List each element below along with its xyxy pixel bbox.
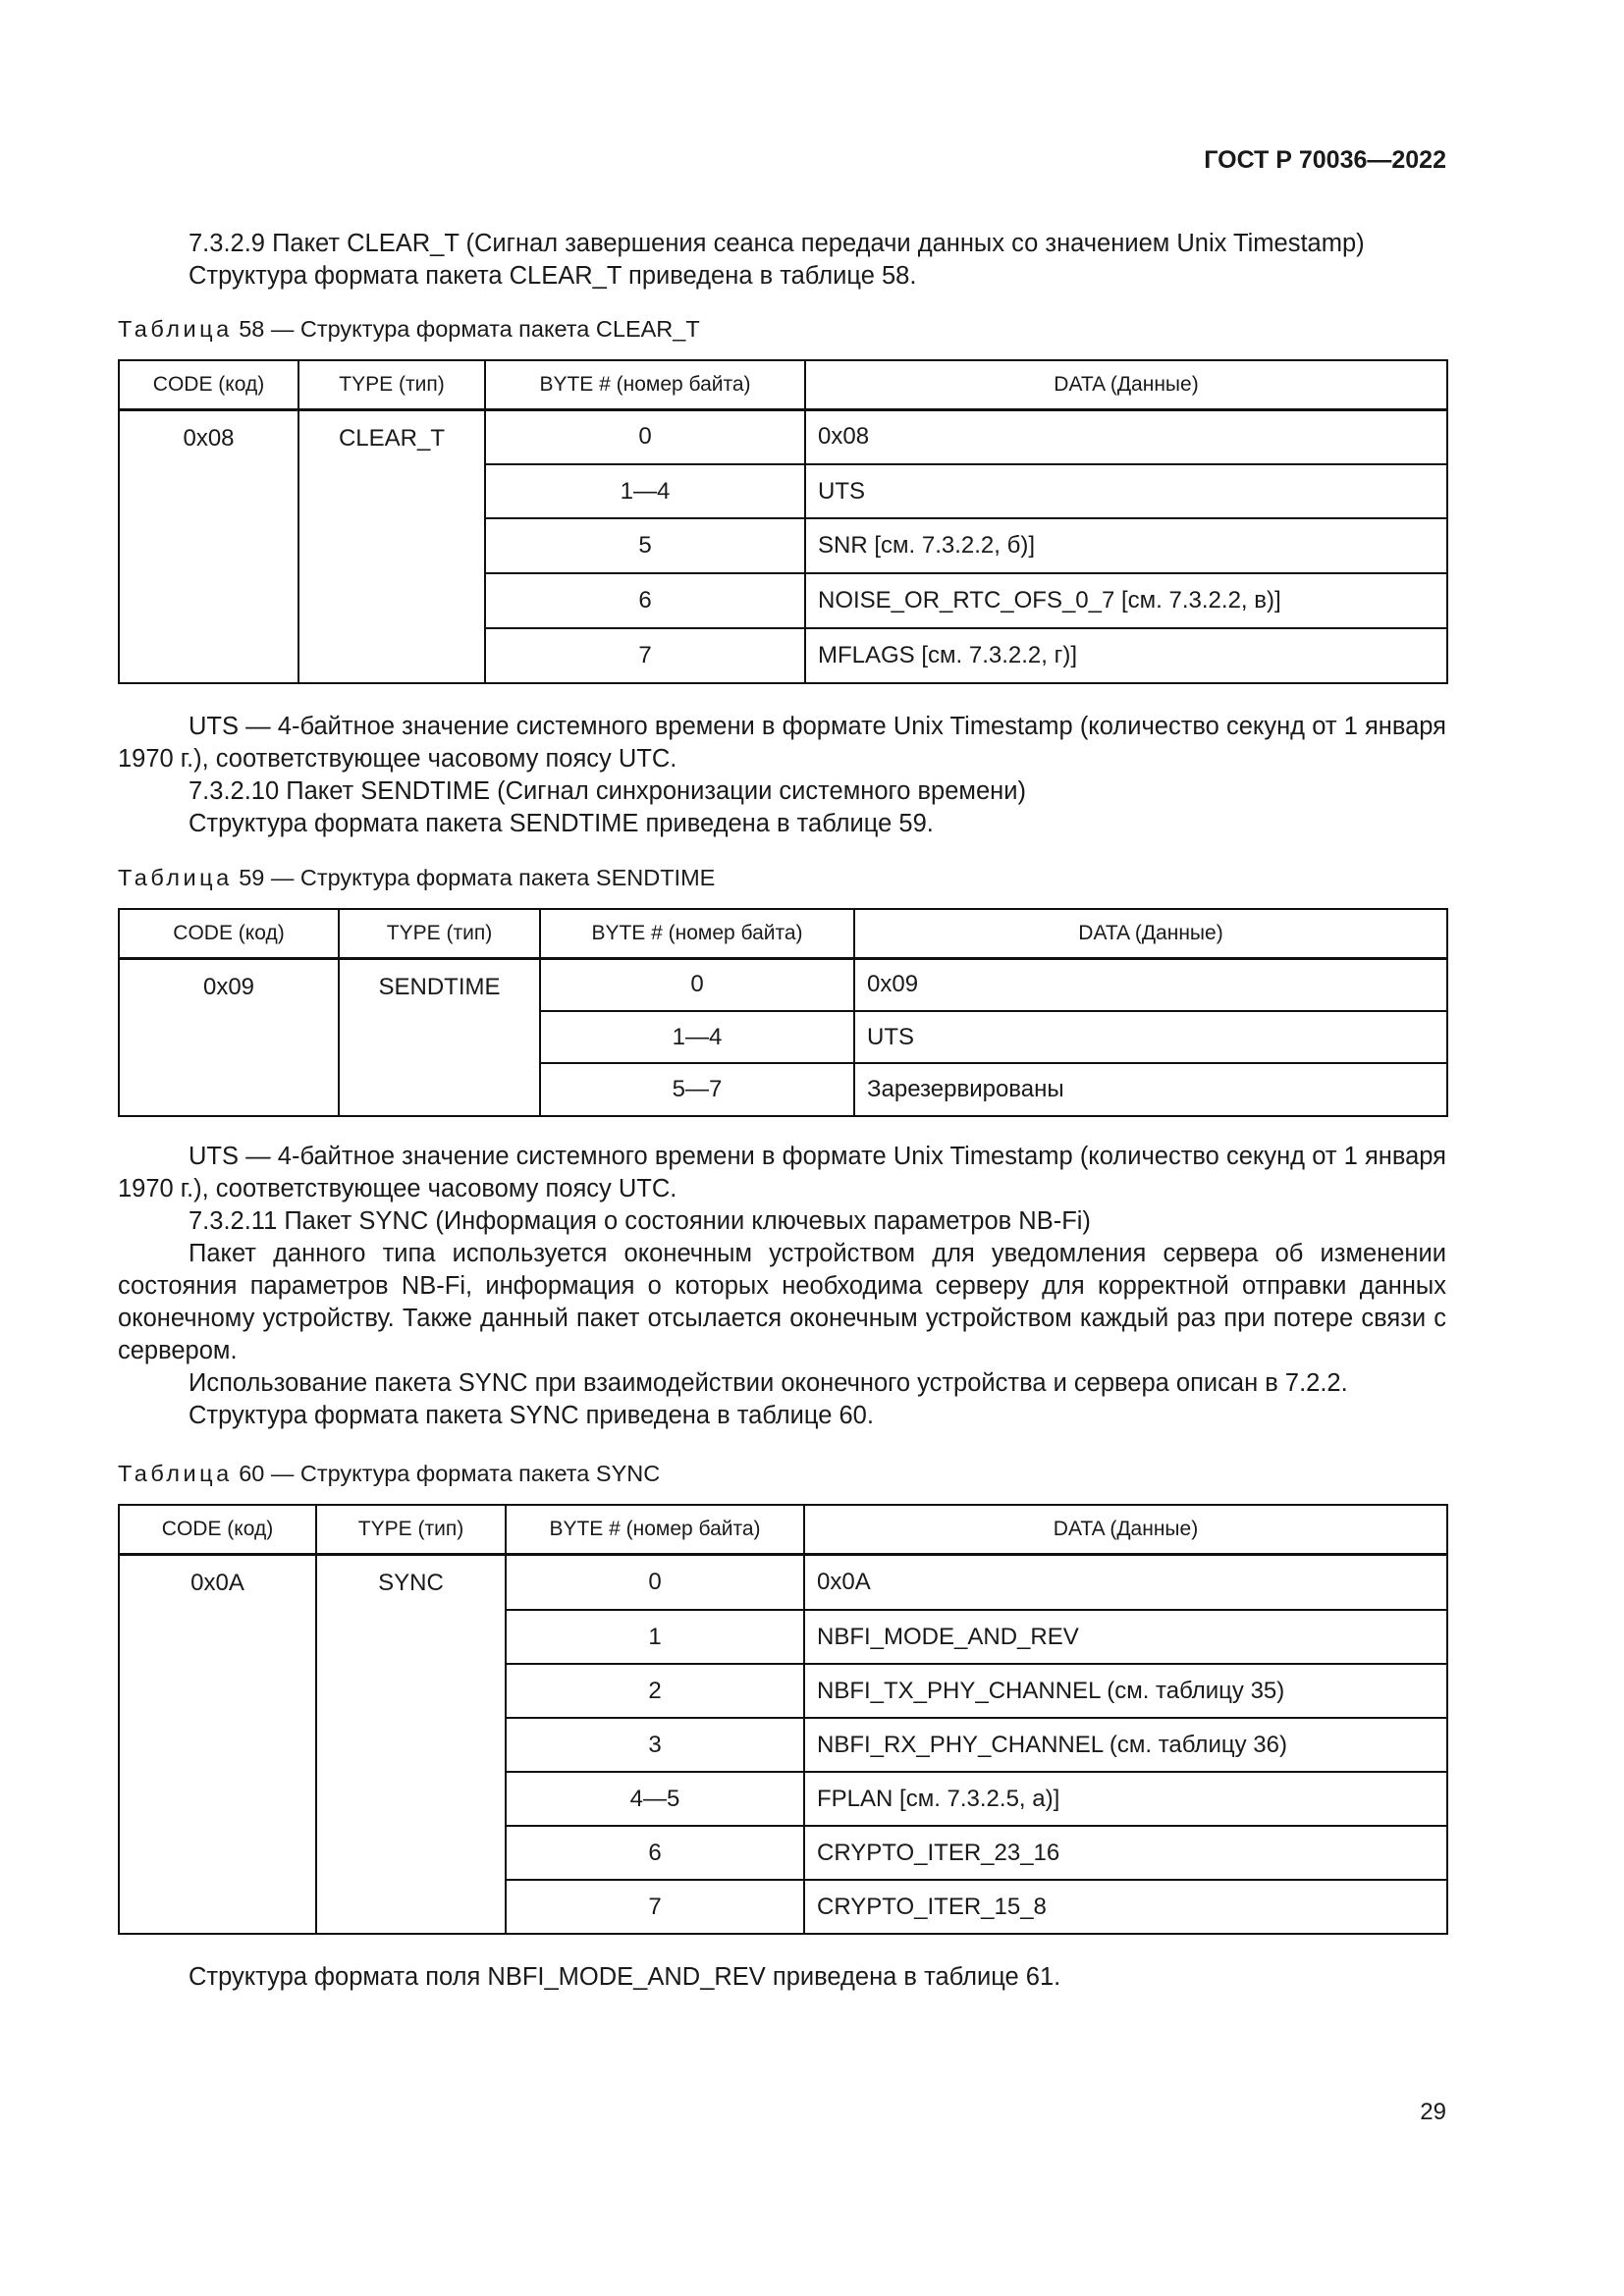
document-id: ГОСТ Р 70036—2022 [1204,146,1446,174]
note-uts-58: UTS — 4-байтное значение системного времени в формате Unix Timestamp (количество секунд от 1 января 1970 г.), соответствующее часовому поясу UTC. [118,713,1446,773]
byte-cell: 3 [506,1718,804,1772]
byte-cell: 2 [506,1664,804,1718]
type-cell: SENDTIME [339,958,540,1116]
data-cell: Зарезервированы [854,1063,1447,1116]
data-cell: SNR [см. 7.3.2.2, б)] [805,518,1447,573]
byte-cell: 4—5 [506,1772,804,1826]
column-header: DATA (Данные) [804,1505,1447,1554]
caption-word: Таблица [118,1461,233,1486]
caption-text: 58 — Структура формата пакета CLEAR_T [239,316,700,342]
data-cell: UTS [805,464,1447,518]
column-header: CODE (код) [119,360,298,409]
data-cell: NBFI_MODE_AND_REV [804,1610,1447,1664]
column-header: BYTE # (номер байта) [540,909,854,958]
table-58 [118,359,1448,684]
closing-paragraph: Структура формата поля NBFI_MODE_AND_REV приведена в таблице 61. [189,1963,1061,1991]
section-73211-intro: Структура формата пакета SYNC приведена в таблице 60. [189,1402,874,1429]
table-row [119,409,1447,464]
code-cell: 0x09 [119,958,339,1116]
data-cell: 0x09 [854,958,1447,1011]
column-header: DATA (Данные) [805,360,1447,409]
byte-cell: 5—7 [540,1063,854,1116]
byte-cell: 0 [540,958,854,1011]
column-header: CODE (код) [119,1505,316,1554]
column-header: TYPE (тип) [316,1505,506,1554]
data-cell: NOISE_OR_RTC_OFS_0_7 [см. 7.3.2.2, в)] [805,573,1447,628]
data-cell: 0x08 [805,409,1447,464]
data-cell: CRYPTO_ITER_15_8 [804,1880,1447,1934]
column-header: BYTE # (номер байта) [485,360,805,409]
byte-cell: 1 [506,1610,804,1664]
column-header: CODE (код) [119,909,339,958]
table-header-row [119,1505,1447,1554]
section-7329-heading: 7.3.2.9 Пакет CLEAR_T (Сигнал завершения сеанса передачи данных со значением Unix Timestamp) [189,230,1365,257]
table-59-caption [118,865,715,891]
column-header: TYPE (тип) [339,909,540,958]
byte-cell: 0 [506,1554,804,1610]
data-cell: 0x0A [804,1554,1447,1610]
data-cell: NBFI_TX_PHY_CHANNEL (см. таблицу 35) [804,1664,1447,1718]
caption-text: 59 — Структура формата пакета SENDTIME [239,865,716,890]
byte-cell: 6 [506,1826,804,1880]
byte-cell: 1—4 [540,1011,854,1063]
section-7329-intro: Структура формата пакета CLEAR_T приведена в таблице 58. [189,262,917,290]
byte-cell: 7 [506,1880,804,1934]
table-header-row [119,360,1447,409]
byte-cell: 5 [485,518,805,573]
data-cell: UTS [854,1011,1447,1063]
note-uts-59: UTS — 4-байтное значение системного времени в формате Unix Timestamp (количество секунд от 1 января 1970 г.), соответствующее часовому поясу UTC. [118,1143,1446,1202]
byte-cell: 7 [485,628,805,683]
section-73210-intro: Структура формата пакета SENDTIME приведена в таблице 59. [189,810,934,837]
section-73211-heading: 7.3.2.11 Пакет SYNC (Информация о состоянии ключевых параметров NB-Fi) [189,1207,1091,1235]
section-73211-usage: Использование пакета SYNC при взаимодействии оконечного устройства и сервера описан в 7.2.2. [189,1369,1348,1397]
caption-word: Таблица [118,865,233,890]
table-row [119,1554,1447,1610]
table-row [119,958,1447,1011]
column-header: DATA (Данные) [854,909,1447,958]
byte-cell: 0 [485,409,805,464]
type-cell: CLEAR_T [298,409,485,683]
column-header: BYTE # (номер байта) [506,1505,804,1554]
type-cell: SYNC [316,1554,506,1934]
table-59 [118,908,1448,1117]
byte-cell: 1—4 [485,464,805,518]
data-cell: NBFI_RX_PHY_CHANNEL (см. таблицу 36) [804,1718,1447,1772]
caption-word: Таблица [118,316,233,342]
caption-text: 60 — Структура формата пакета SYNC [239,1461,661,1486]
section-73210-heading: 7.3.2.10 Пакет SENDTIME (Сигнал синхронизации системного времени) [189,777,1026,805]
page-number: 29 [1420,2099,1446,2125]
code-cell: 0x0A [119,1554,316,1934]
table-header-row [119,909,1447,958]
table-60 [118,1504,1448,1935]
table-58-caption [118,316,700,343]
byte-cell: 6 [485,573,805,628]
section-73211-body: Пакет данного типа используется оконечным устройством для уведомления сервера об изменении состояния параметров NB-Fi, информация о которых необходима серверу для корректной отправки данных оконечному устройству. Также данный пакет отсылается оконечным устройством каждый раз при потере связи с сервером. [118,1240,1446,1364]
table-60-caption [118,1461,660,1487]
data-cell: MFLAGS [см. 7.3.2.2, г)] [805,628,1447,683]
column-header: TYPE (тип) [298,360,485,409]
data-cell: CRYPTO_ITER_23_16 [804,1826,1447,1880]
data-cell: FPLAN [см. 7.3.2.5, а)] [804,1772,1447,1826]
code-cell: 0x08 [119,409,298,683]
